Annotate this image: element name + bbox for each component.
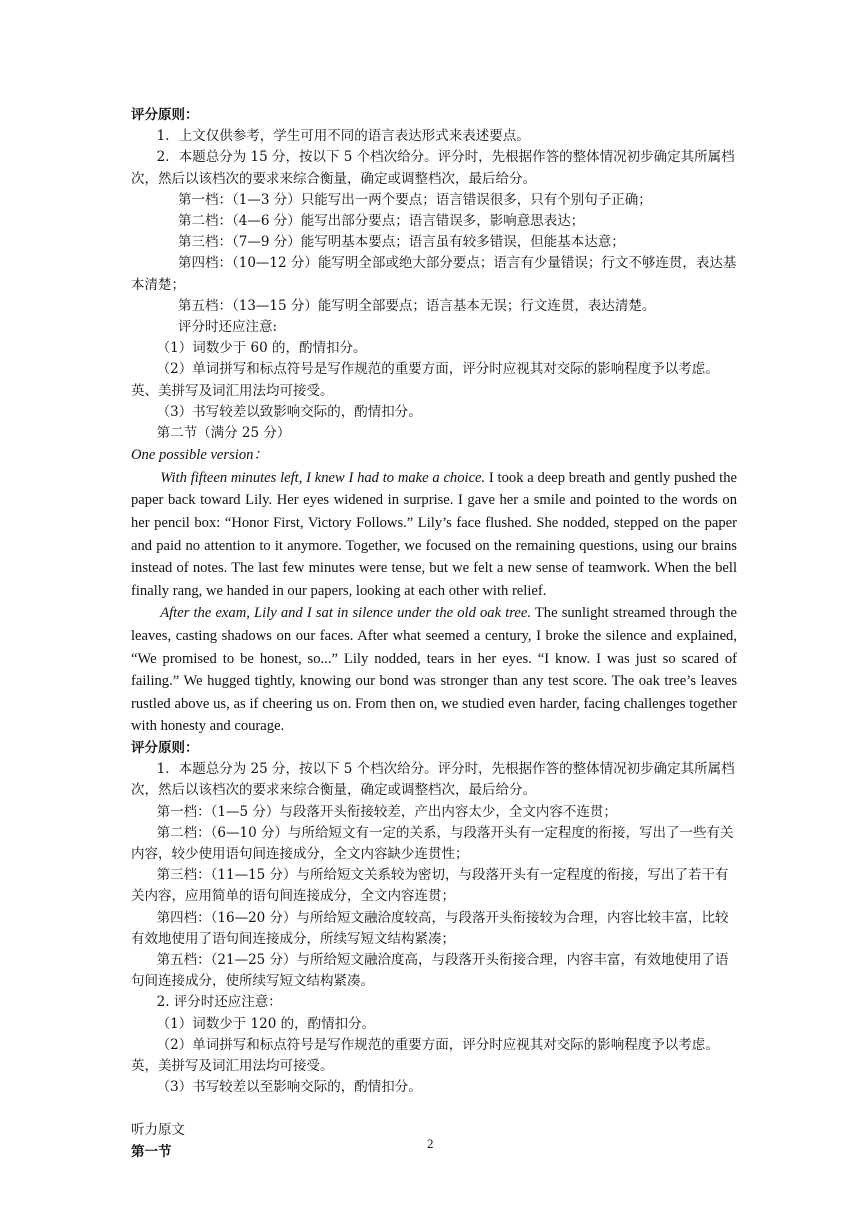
grade-level-5: 第五档：（13—15 分）能写明全部要点；语言基本无误；行文连贯，表达清楚。 [178,297,656,314]
note2-1: （1）词数少于 120 的，酌情扣分。 [156,1015,376,1032]
note-title: 评分时还应注意: [178,319,278,336]
page-number: 2 [427,1136,434,1151]
grade2-level-4: 第四档：（16—20 分）与所给短文融洽度较高，与段落开头衔接较为合理，内容比较丰富，比较有效地使用了语句间连接成分，所续写短文结构紧凑； [131,909,729,947]
scoring-rule-3: 1．本题总分为 25 分，按以下 5 个档次给分。评分时，先根据作答的整体情况初步确定其所属档次，然后以该档次的要求来综合衡量，确定或调整档次，最后给分。 [131,761,735,799]
listening-title: 听力原文 [131,1122,185,1139]
grade2-level-3: 第三档：（11—15 分）与所给短文关系较为密切，与段落开头有一定程度的衔接，写出了若干有关内容，应用简单的语句间连接成分，全文内容连贯； [131,867,729,905]
scoring-heading-1: 评分原则： [131,107,199,123]
grade2-level-1: 第一档：（1—5 分）与段落开头衔接较差，产出内容太少，全文内容不连贯； [156,803,617,820]
scoring-heading-2: 评分原则： [131,739,199,756]
grade-level-4: 第四档：（10—12 分）能写明全部或绝大部分要点；语言有少量错误；行文不够连贯，表达基本清楚； [131,255,737,293]
essay-paragraph-2-lead: After the exam, Lily and I sat in silence under the old oak tree. [160,605,532,622]
listening-section-1: 第一节 [131,1143,172,1160]
grade-level-2: 第二档：（4—6 分）能写出部分要点；语言错误多，影响意思表达； [178,213,585,230]
scoring-rule-4: 2. 评分时还应注意： [156,994,282,1011]
scoring-rule-2: 2．本题总分为 15 分，按以下 5 个档次给分。评分时，先根据作答的整体情况初步确定其所属档次，然后以该档次的要求来综合衡量，确定或调整档次，最后给分。 [131,149,735,187]
grade-level-1: 第一档：（1—3 分）只能写出一两个要点；语言错误很多，只有个别句子正确； [178,191,652,208]
note-2: （2）单词拼写和标点符号是写作规范的重要方面，评分时应视其对交际的影响程度予以考虑。英、美拼写及词汇用法均可接受。 [131,361,719,399]
essay-paragraph-2-body: The sunlight streamed through the leaves, casting shadows on our faces. After what seemed a century, I broke the silence and explained, “We promised to be honest, so...” Lily nodded, tears in her eyes. “I know. I was just so scared of failing.” We hugged tightly, knowing our bond was stronger than any test score. The oak tree’s leaves rustled above us, as if cheering us on. From then on, we studied even harder, facing challenges together with honesty and courage. [131,605,737,735]
essay-paragraph-1-body: I took a deep breath and gently pushed the paper back toward Lily. Her eyes widened in surprise. I gave her a smile and pointed to the words on her pencil box: “Honor First, Victory Follows.” Lily’s face flushed. She nodded, stepped on the paper and paid no attention to it anymore. Together, we focused on the remaining questions, using our brains instead of notes. The last few minutes were tense, but we felt a new sense of teamwork. When the bell finally rang, we handed in our papers, looking at each other with relief. [131,469,737,599]
page-content [131,105,737,1163]
essay-paragraph-1-lead: With fifteen minutes left, I knew I had to make a choice. [160,469,486,486]
spacer [131,1098,737,1120]
essay-paragraph-1 [131,467,737,603]
note-1: （1）词数少于 60 的，酌情扣分。 [156,340,367,357]
section2-title: 第二节（满分 25 分） [156,425,291,442]
note2-3: （3）书写较差以至影响交际的，酌情扣分。 [156,1079,422,1096]
essay-paragraph-2 [131,602,737,738]
grade2-level-5: 第五档：（21—25 分）与所给短文融洽度高，与段落开头衔接合理，内容丰富，有效地使用了语句间连接成分，使所续写短文结构紧凑。 [131,952,729,990]
grade-level-3: 第三档：（7—9 分）能写明基本要点；语言虽有较多错误，但能基本达意； [178,234,625,251]
grade2-level-2: 第二档：（6—10 分）与所给短文有一定的关系，与段落开头有一定程度的衔接，写出了一些有关内容，较少使用语句间连接成分，全文内容缺少连贯性； [131,824,734,862]
note-3: （3）书写较差以致影响交际的，酌情扣分。 [156,403,422,420]
note2-2: （2）单词拼写和标点符号是写作规范的重要方面，评分时应视其对交际的影响程度予以考虑。英，美拼写及词汇用法均可接受。 [131,1036,719,1075]
version-label: One possible version： [131,447,269,464]
scoring-rule-1: 1．上文仅供参考，学生可用不同的语言表达形式来表述要点。 [156,128,530,145]
